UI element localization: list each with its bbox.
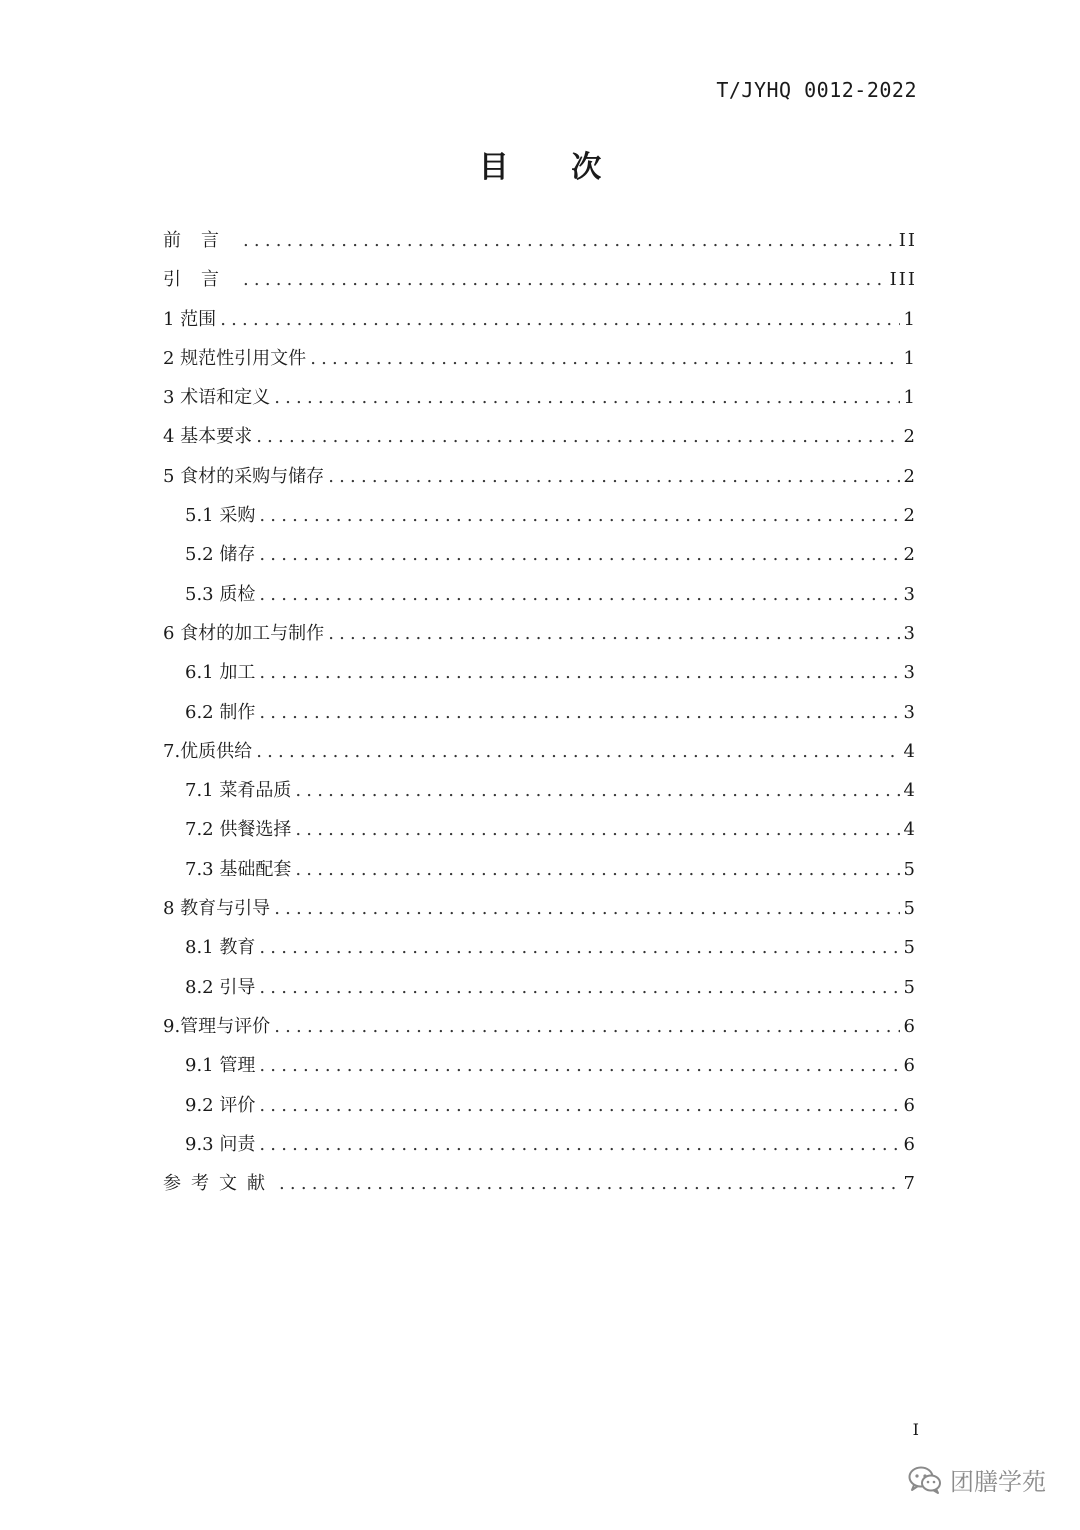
toc-entry-page: 4 — [903, 819, 917, 841]
toc-entry-label: 3 术语和定义 — [163, 387, 271, 409]
toc-entry-label: 前言 — [163, 230, 239, 251]
toc-dot-leader — [279, 1173, 900, 1194]
toc-dot-leader — [259, 977, 899, 998]
toc-entry-label: 6 食材的加工与制作 — [163, 622, 325, 644]
toc-entry[interactable] — [163, 1169, 917, 1208]
toc-dot-leader — [259, 937, 899, 958]
toc-entry[interactable] — [163, 462, 917, 501]
toc-dot-leader — [328, 623, 899, 644]
toc-entry[interactable] — [163, 344, 917, 383]
toc-entry[interactable] — [163, 383, 917, 422]
toc-entry-label: 9.3 问责 — [185, 1133, 256, 1155]
toc-entry[interactable] — [163, 305, 917, 344]
toc-entry-page: 5 — [903, 937, 917, 959]
toc-entry-label: 5.1 采购 — [185, 505, 256, 527]
watermark — [908, 1462, 1046, 1497]
table-of-contents — [163, 226, 917, 1208]
page-number: I — [912, 1420, 919, 1439]
toc-entry[interactable] — [163, 894, 917, 933]
toc-entry-label: 2 规范性引用文件 — [163, 347, 307, 369]
toc-entry-page: 5 — [903, 858, 917, 880]
toc-entry-page: 1 — [903, 347, 917, 369]
toc-entry[interactable] — [163, 1091, 917, 1130]
toc-dot-leader — [328, 466, 899, 487]
toc-entry-page: II — [898, 230, 917, 251]
toc-entry-label: 8 教育与引导 — [163, 898, 271, 920]
toc-dot-leader — [259, 1134, 899, 1155]
toc-entry[interactable] — [163, 855, 917, 894]
toc-dot-leader — [295, 780, 899, 801]
toc-entry[interactable] — [163, 737, 917, 776]
toc-dot-leader — [274, 387, 899, 408]
toc-dot-leader — [259, 505, 899, 526]
toc-entry-page: 5 — [903, 976, 917, 998]
toc-entry[interactable] — [163, 540, 917, 579]
toc-dot-leader — [259, 702, 899, 723]
toc-dot-leader — [243, 269, 886, 290]
toc-entry[interactable] — [163, 501, 917, 540]
toc-entry-label: 1 范围 — [163, 308, 217, 330]
toc-entry-label: 9.1 管理 — [185, 1055, 256, 1077]
toc-dot-leader — [256, 741, 899, 762]
toc-entry[interactable] — [163, 698, 917, 737]
toc-entry-page: 3 — [903, 622, 917, 644]
toc-dot-leader — [295, 819, 899, 840]
toc-entry[interactable] — [163, 226, 917, 265]
toc-entry-label: 7.1 菜肴品质 — [185, 780, 292, 802]
toc-entry-label: 5 食材的采购与储存 — [163, 465, 325, 487]
toc-entry[interactable] — [163, 619, 917, 658]
toc-entry[interactable] — [163, 580, 917, 619]
toc-entry-page: 3 — [903, 662, 917, 684]
toc-entry-label: 5.3 质检 — [185, 583, 256, 605]
toc-dot-leader — [295, 859, 899, 880]
toc-entry-page: 4 — [903, 780, 917, 802]
toc-entry-label: 8.1 教育 — [185, 937, 256, 959]
toc-entry[interactable] — [163, 1012, 917, 1051]
toc-title: 目 次 — [478, 150, 628, 185]
toc-dot-leader — [259, 584, 899, 605]
toc-entry-label: 参考文献 — [163, 1173, 275, 1195]
toc-entry-label: 引言 — [163, 269, 239, 291]
toc-dot-leader — [274, 898, 899, 919]
toc-entry-page: 6 — [903, 1094, 917, 1116]
toc-dot-leader — [256, 426, 899, 447]
toc-entry-page: 7 — [903, 1173, 917, 1195]
toc-entry-page: 6 — [903, 1133, 917, 1155]
toc-entry-label: 4 基本要求 — [163, 426, 253, 448]
toc-entry-page: 2 — [903, 544, 917, 566]
toc-entry-label: 7.2 供餐选择 — [185, 819, 292, 841]
toc-entry-page: 2 — [903, 505, 917, 527]
toc-entry[interactable] — [163, 422, 917, 461]
toc-entry[interactable] — [163, 776, 917, 815]
toc-entry[interactable] — [163, 658, 917, 697]
toc-entry-page: 3 — [903, 701, 917, 723]
toc-entry[interactable] — [163, 973, 917, 1012]
toc-dot-leader — [259, 662, 899, 683]
toc-dot-leader — [259, 1095, 899, 1116]
toc-entry-page: 6 — [903, 1015, 917, 1037]
toc-entry-label: 6.2 制作 — [185, 701, 256, 723]
toc-entry-page: 3 — [903, 583, 917, 605]
toc-entry-label: 9.管理与评价 — [163, 1015, 271, 1037]
toc-dot-leader — [220, 309, 899, 330]
toc-entry-page: 1 — [903, 387, 917, 409]
toc-entry-label: 7.3 基础配套 — [185, 858, 292, 880]
toc-entry[interactable] — [163, 1130, 917, 1169]
toc-entry[interactable] — [163, 265, 917, 304]
toc-entry-label: 6.1 加工 — [185, 662, 256, 684]
document-code: T/JYHQ 0012-2022 — [716, 78, 917, 102]
toc-entry-label: 5.2 储存 — [185, 544, 256, 566]
toc-entry-page: 2 — [903, 465, 917, 487]
toc-entry[interactable] — [163, 1051, 917, 1090]
toc-entry-label: 9.2 评价 — [185, 1094, 256, 1116]
wechat-icon — [908, 1465, 942, 1495]
toc-dot-leader — [259, 544, 899, 565]
toc-entry-label: 7.优质供给 — [163, 740, 253, 762]
toc-entry-label: 8.2 引导 — [185, 976, 256, 998]
toc-entry[interactable] — [163, 933, 917, 972]
toc-entry[interactable] — [163, 815, 917, 854]
toc-dot-leader — [259, 1055, 899, 1076]
toc-dot-leader — [310, 348, 899, 369]
toc-entry-page: 1 — [903, 308, 917, 330]
toc-dot-leader — [243, 230, 895, 251]
toc-dot-leader — [274, 1016, 899, 1037]
watermark-text: 团膳学苑 — [950, 1468, 1046, 1496]
toc-entry-page: 2 — [903, 426, 917, 448]
toc-entry-page: 4 — [903, 740, 917, 762]
toc-entry-page: 6 — [903, 1055, 917, 1077]
toc-entry-page: III — [889, 269, 917, 291]
toc-entry-page: 5 — [903, 898, 917, 920]
